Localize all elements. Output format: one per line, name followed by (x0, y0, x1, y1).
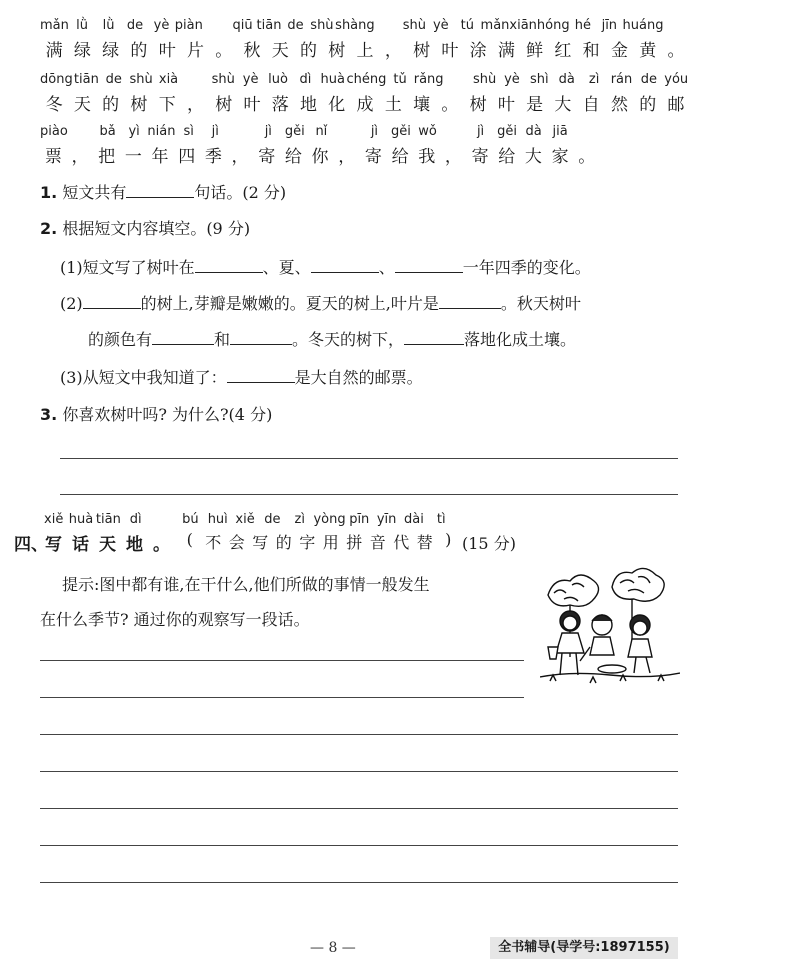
heading-char: 会 (228, 533, 245, 552)
answer-blank[interactable] (83, 294, 141, 309)
heading-char: ( (186, 530, 193, 549)
hanzi-char: 票 (44, 147, 62, 167)
pinyin-syllable (663, 18, 689, 33)
pinyin-syllable: pīn (349, 512, 370, 527)
pinyin-syllable: tú (460, 18, 474, 33)
hanzi-char: 然 (610, 95, 628, 115)
pinyin-syllable: tì (436, 512, 446, 527)
sub2-text-e: 和 (214, 330, 231, 349)
pinyin-syllable: wǒ (418, 124, 437, 139)
pinyin-syllable: yīn (376, 512, 397, 527)
writing-line[interactable] (40, 808, 678, 809)
passage-line1-hanzi (40, 36, 690, 61)
writing-line[interactable] (40, 697, 524, 698)
hanzi-char: 红 (554, 41, 572, 61)
pinyin-syllable: shàng (335, 18, 375, 33)
question-2-text: 根据短文内容填空。(9 分) (62, 219, 251, 238)
hanzi-char: 壤 (413, 95, 431, 115)
sub3-text-b: 是大自然的邮票。 (294, 368, 423, 387)
hanzi-char: 一 (124, 147, 142, 167)
hanzi-char: 给 (391, 147, 409, 167)
pinyin-syllable: qiū (232, 18, 253, 33)
sub2-text-g: 落地化成土壤。 (464, 330, 577, 349)
question-2-title (40, 216, 250, 239)
pinyin-syllable: lǜ (102, 18, 115, 33)
heading-char: 话 (72, 535, 89, 555)
pinyin-syllable: tiān (73, 72, 99, 87)
pinyin-syllable: nián (147, 124, 176, 139)
pinyin-syllable (441, 124, 468, 139)
hanzi-char: 秋 (243, 41, 261, 61)
pinyin-syllable (229, 124, 256, 139)
pinyin-syllable: dì (129, 512, 142, 527)
pinyin-syllable: de (105, 72, 122, 87)
pinyin-syllable: lǜ (76, 18, 89, 33)
section4-paren (178, 530, 460, 553)
hanzi-char: 的 (300, 41, 318, 61)
question-2-sub3 (60, 365, 423, 388)
pinyin-syllable: tiān (256, 18, 282, 33)
pinyin-syllable: dài (404, 512, 424, 527)
sub2-text-c: 。秋天树叶 (500, 294, 581, 313)
hanzi-char: 和 (582, 41, 600, 61)
pinyin-syllable: piào (40, 124, 68, 139)
question-1 (40, 180, 286, 203)
heading-char: 天 (99, 535, 116, 555)
hanzi-char: 。 (667, 41, 685, 61)
hanzi-char: 土 (384, 95, 402, 115)
hanzi-char: ， (186, 95, 204, 115)
passage-line1-pinyin (40, 18, 690, 33)
pinyin-syllable: jiā (552, 124, 568, 139)
passage-line2-pinyin (40, 72, 690, 87)
hanzi-char: 叶 (158, 41, 176, 61)
section4-pinyin (40, 512, 455, 527)
pinyin-syllable: luò (268, 72, 288, 87)
hint-line-2: 在什么季节? 通过你的观察写一段话。 (40, 610, 310, 629)
pinyin-syllable: shù (310, 18, 334, 33)
children-planting-trees-illustration (540, 565, 680, 687)
hanzi-char: 我 (418, 147, 436, 167)
pinyin-syllable: jì (211, 124, 219, 139)
pinyin-syllable (335, 124, 362, 139)
hanzi-char: 片 (186, 41, 204, 61)
heading-char: 。 (153, 535, 170, 555)
answer-blank[interactable] (195, 258, 263, 273)
heading-char: 代 (393, 533, 410, 552)
pinyin-syllable: yè (504, 72, 520, 87)
question-3-number: 3. (40, 405, 58, 424)
passage-line2-hanzi (40, 90, 690, 115)
hanzi-char: 成 (356, 95, 374, 115)
hanzi-char: ， (444, 147, 462, 167)
pinyin-syllable: huì (207, 512, 228, 527)
hanzi-char: 化 (328, 95, 346, 115)
answer-line[interactable] (60, 458, 678, 459)
pinyin-syllable: gěi (497, 124, 518, 139)
hanzi-char: 满 (45, 41, 63, 61)
pinyin-syllable: huà (320, 72, 345, 87)
pinyin-syllable: de (287, 18, 304, 33)
pinyin-syllable: jì (476, 124, 485, 139)
pinyin-syllable (149, 512, 176, 527)
pinyin-syllable: shù (402, 18, 426, 33)
pinyin-syllable: yì (128, 124, 140, 139)
hanzi-char: ， (338, 147, 356, 167)
heading-char: 的 (275, 533, 292, 552)
pinyin-syllable: mǎn (40, 18, 69, 33)
hanzi-char: 。 (578, 147, 596, 167)
hanzi-char: 下 (158, 95, 176, 115)
pinyin-syllable: hé (574, 18, 591, 33)
pinyin-syllable: dōng (40, 72, 73, 87)
pinyin-syllable: tǔ (393, 72, 407, 87)
pinyin-syllable: nǐ (315, 124, 328, 139)
hanzi-char: 。 (215, 41, 233, 61)
answer-blank[interactable] (395, 258, 463, 273)
passage-line3-pinyin (40, 124, 600, 139)
hanzi-char: 邮 (667, 95, 685, 115)
writing-line[interactable] (40, 660, 524, 661)
hanzi-char: 你 (311, 147, 329, 167)
hanzi-char: 寄 (364, 147, 382, 167)
pinyin-syllable: chéng (346, 72, 387, 87)
pinyin-syllable: piàn (174, 18, 203, 33)
pinyin-syllable: xià (158, 72, 179, 87)
pinyin-syllable: yè (432, 18, 449, 33)
pinyin-syllable (444, 72, 471, 87)
hanzi-char: 是 (526, 95, 544, 115)
hanzi-char: 鲜 (526, 41, 544, 61)
question-2-number: 2. (40, 219, 58, 238)
pinyin-syllable: shì (530, 72, 549, 87)
sub1-text-a: (1)短文写了树叶在 (60, 258, 195, 277)
hanzi-char: 寄 (471, 147, 489, 167)
sub1-text-c: 、 (378, 258, 395, 277)
pinyin-syllable: zì (294, 512, 305, 527)
pinyin-syllable (375, 18, 401, 33)
hanzi-char: 叶 (441, 41, 459, 61)
pinyin-syllable (182, 72, 209, 87)
question-3-text: 你喜欢树叶吗? 为什么?(4 分) (62, 405, 273, 424)
question-3 (40, 402, 272, 425)
pinyin-syllable: xiě (235, 512, 255, 527)
hanzi-char: 的 (102, 95, 120, 115)
pinyin-syllable: yè (153, 18, 170, 33)
pinyin-syllable: jīn (601, 18, 618, 33)
pinyin-syllable: dà (558, 72, 575, 87)
pinyin-syllable: hóng (536, 18, 570, 33)
hanzi-char: 给 (284, 147, 302, 167)
hanzi-char: 树 (469, 95, 487, 115)
section4-points: (15 分) (462, 534, 516, 553)
page-number: — 8 — (310, 940, 356, 956)
pinyin-syllable: xiān (509, 18, 537, 33)
sub2-text-a: (2) (60, 294, 83, 313)
heading-char: 拼 (346, 533, 363, 552)
hanzi-char: 寄 (258, 147, 276, 167)
pinyin-syllable: xiě (44, 512, 64, 527)
hanzi-char: 涂 (469, 41, 487, 61)
hint-line-1: 提示:图中都有谁,在干什么,他们所做的事情一般发生 (62, 575, 430, 594)
pinyin-syllable: zì (588, 72, 600, 87)
hanzi-char: 树 (130, 95, 148, 115)
hanzi-char: 。 (441, 95, 459, 115)
answer-blank[interactable] (404, 330, 464, 345)
question-2-sub2-cont (88, 327, 576, 350)
heading-char: 写 (45, 535, 62, 555)
pinyin-syllable: bǎ (99, 124, 116, 139)
pinyin-syllable (68, 124, 95, 139)
hanzi-char: 黄 (639, 41, 657, 61)
pinyin-syllable: dà (525, 124, 542, 139)
hanzi-char: 季 (204, 147, 222, 167)
hanzi-char: 叶 (497, 95, 515, 115)
question-1-text-b: 句话。(2 分) (194, 183, 287, 202)
pinyin-syllable: de (264, 512, 281, 527)
pinyin-syllable: shù (129, 72, 153, 87)
hanzi-char: 给 (498, 147, 516, 167)
answer-blank[interactable] (311, 258, 379, 273)
hanzi-char: 满 (497, 41, 515, 61)
pinyin-syllable: jì (370, 124, 379, 139)
writing-line[interactable] (40, 845, 678, 846)
hanzi-char: 金 (610, 41, 628, 61)
pinyin-syllable: bú (182, 512, 199, 527)
pinyin-syllable: shù (472, 72, 497, 87)
book-brand-label: 全书辅导(导学号:1897155) (490, 937, 678, 959)
sub3-text-a: (3)从短文中我知道了： (60, 368, 227, 387)
passage-line3-hanzi (40, 142, 600, 167)
pinyin-syllable: de (126, 18, 144, 33)
hanzi-char: 树 (215, 95, 233, 115)
hanzi-char: 大 (554, 95, 572, 115)
pinyin-syllable: yè (242, 72, 259, 87)
hanzi-char: 大 (524, 147, 542, 167)
sub2-text-f: 。冬天的树下， (292, 330, 405, 349)
answer-blank[interactable] (152, 330, 214, 345)
heading-char: ) (445, 530, 452, 549)
writing-line[interactable] (40, 734, 678, 735)
question-2-sub1 (60, 255, 591, 278)
pinyin-syllable: shù (211, 72, 235, 87)
hanzi-char: 的 (639, 95, 657, 115)
hanzi-char: 冬 (45, 95, 63, 115)
sub2-text-b: 的树上,芽瓣是嫩嫩的。夏天的树上,叶片是 (140, 294, 439, 313)
question-2-sub2 (60, 291, 581, 314)
answer-blank[interactable] (230, 330, 292, 345)
hanzi-char: 上 (356, 41, 374, 61)
answer-blank[interactable] (126, 183, 194, 198)
pinyin-syllable: sì (183, 124, 194, 139)
question-1-number: 1. (40, 183, 58, 202)
heading-char: 替 (416, 533, 433, 552)
sub2-text-d: 的颜色有 (88, 330, 153, 349)
pinyin-syllable: dì (299, 72, 312, 87)
pinyin-syllable (203, 18, 229, 33)
hanzi-char: 四 (178, 147, 196, 167)
pinyin-syllable: rǎng (413, 72, 444, 87)
section4-number: 四、 (14, 535, 48, 555)
hanzi-char: 自 (582, 95, 600, 115)
hanzi-char: 把 (98, 147, 116, 167)
hanzi-char: 天 (73, 95, 91, 115)
answer-blank[interactable] (439, 294, 501, 309)
pinyin-syllable: rán (610, 72, 633, 87)
hanzi-char: 家 (551, 147, 569, 167)
hanzi-char: ， (384, 41, 402, 61)
heading-char: 不 (205, 533, 222, 552)
heading-char: 音 (369, 533, 386, 552)
writing-line[interactable] (40, 771, 678, 772)
heading-char: 用 (322, 533, 339, 552)
pinyin-syllable: de (640, 72, 657, 87)
section4-title (40, 530, 175, 555)
hanzi-char: 落 (271, 95, 289, 115)
pinyin-syllable: jì (264, 124, 272, 139)
pinyin-syllable: huà (68, 512, 94, 527)
pinyin-syllable: yòng (313, 512, 346, 527)
hanzi-char: 地 (300, 95, 318, 115)
sub1-text-b: 、夏、 (262, 258, 311, 277)
hanzi-char: 绿 (73, 41, 91, 61)
pinyin-syllable: tiān (95, 512, 121, 527)
hanzi-char: 树 (328, 41, 346, 61)
pinyin-syllable: mǎn (480, 18, 510, 33)
pinyin-syllable: gěi (284, 124, 305, 139)
hanzi-char: 叶 (243, 95, 261, 115)
pinyin-syllable (573, 124, 600, 139)
hanzi-char: 的 (130, 41, 148, 61)
heading-char: 写 (252, 533, 269, 552)
hanzi-char: 绿 (102, 41, 120, 61)
hanzi-char: ， (231, 147, 249, 167)
answer-blank[interactable] (227, 368, 295, 383)
hanzi-char: ， (71, 147, 89, 167)
pinyin-syllable: gěi (391, 124, 411, 139)
hanzi-char: 天 (271, 41, 289, 61)
answer-line[interactable] (60, 494, 678, 495)
hanzi-char: 树 (413, 41, 431, 61)
pinyin-syllable: huáng (622, 18, 664, 33)
sub1-text-d: 一年四季的变化。 (462, 258, 591, 277)
heading-char: 地 (126, 535, 143, 555)
question-1-text-a: 短文共有 (62, 183, 127, 202)
pinyin-syllable: yóu (664, 72, 689, 87)
hanzi-char: 年 (151, 147, 169, 167)
writing-line[interactable] (40, 882, 678, 883)
heading-char: 字 (299, 533, 316, 552)
